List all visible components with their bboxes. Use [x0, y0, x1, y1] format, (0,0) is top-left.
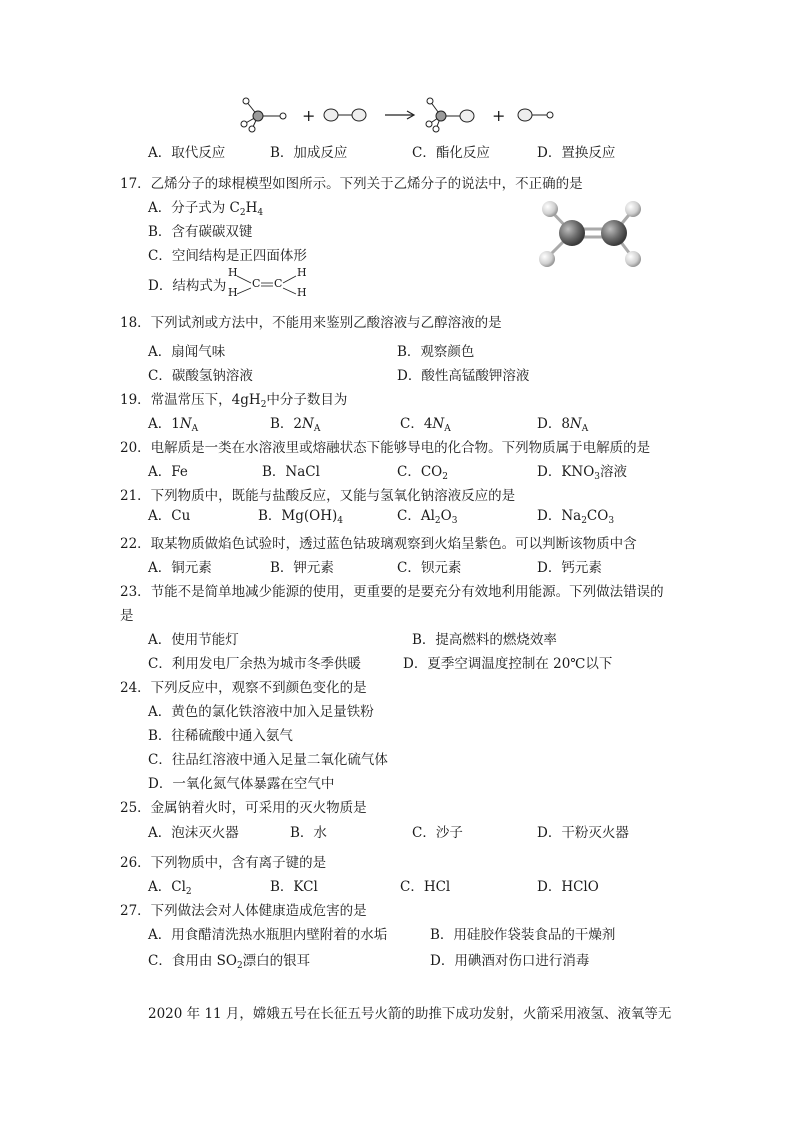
- q18-stem: 18．下列试剂或方法中，不能用来鉴别乙酸溶液与乙醇溶液的是: [120, 315, 502, 331]
- q19-option-b: B．$2N_A$: [270, 416, 321, 434]
- q24-option-b: B．往稀硫酸中通入氨气: [148, 728, 293, 744]
- q22-option-c: C．钡元素: [397, 560, 462, 576]
- q19-option-d: D．$8N_A$: [537, 416, 589, 434]
- q17-option-b: B．含有碳碳双键: [148, 224, 253, 240]
- q23-option-d: D．夏季空调温度控制在 20℃以下: [403, 656, 613, 672]
- q21-option-d: D．$Na_2CO_3$: [537, 508, 615, 526]
- q16-option-c: C．酯化反应: [412, 145, 490, 161]
- q16-option-a: A．取代反应: [148, 145, 226, 161]
- q26-option-c: C．HCl: [400, 879, 451, 895]
- q16-option-b: B．加成反应: [270, 145, 348, 161]
- q22-option-b: B．钾元素: [270, 560, 334, 576]
- q27-option-d: D．用碘酒对伤口进行消毒: [430, 953, 590, 969]
- q18-option-a: A．扇闻气味: [148, 344, 226, 360]
- q26-option-b: B．KCl: [270, 879, 318, 895]
- q22-stem: 22．取某物质做焰色试验时，透过蓝色钴玻璃观察到火焰呈紫色。可以判断该物质中含: [120, 536, 637, 552]
- molecule-4: [518, 109, 553, 121]
- q19-stem: 19．常温常压下，$4gH_2$中分子数目为: [120, 392, 348, 410]
- q25-option-d: D．干粉灭火器: [537, 825, 629, 841]
- q23-option-c: C．利用发电厂余热为城市冬季供暖: [148, 656, 361, 672]
- molecule-2: [324, 109, 366, 121]
- q21-option-b: B．$Mg(OH)_4$: [258, 508, 343, 526]
- q17-option-c: C．空间结构是正四面体形: [148, 248, 307, 264]
- q23-option-b: B．提高燃料的燃烧效率: [412, 632, 557, 648]
- q17-stem: 17．乙烯分子的球棍模型如图所示。下列关于乙烯分子的说法中，不正确的是: [120, 176, 583, 192]
- q22-option-d: D．钙元素: [537, 560, 602, 576]
- q20-stem: 20．电解质是一类在水溶液里或熔融状态下能够导电的化合物。下列物质属于电解质的是: [120, 440, 651, 456]
- q18-option-c: C．碳酸氢钠溶液: [148, 368, 253, 384]
- q25-option-c: C．沙子: [412, 825, 463, 841]
- plus-sign-1: +: [302, 106, 316, 125]
- q24-option-c: C．往品红溶液中通入足量二氧化硫气体: [148, 752, 388, 768]
- q18-option-b: B．观察颜色: [397, 344, 475, 360]
- q24-option-d: D．一氧化氮气体暴露在空气中: [148, 776, 335, 792]
- q20-option-a: A．Fe: [148, 464, 188, 480]
- q16-option-d: D．置换反应: [537, 145, 616, 161]
- q20-option-d: D．$KNO_3$溶液: [537, 464, 628, 482]
- q23-option-a: A．使用节能灯: [148, 632, 239, 648]
- q26-option-a: A．$Cl_2$: [148, 879, 192, 897]
- reaction-scheme: [0, 0, 794, 140]
- reaction-arrow: [385, 111, 414, 119]
- q25-stem: 25．金属钠着火时，可采用的灭火物质是: [120, 800, 367, 816]
- q17-option-a: A．分子式为 $C_2H_4$: [148, 200, 264, 218]
- ethylene-ball-stick-model: [530, 195, 670, 275]
- passage-text: 2020 年 11 月，嫦娥五号在长征五号火箭的助推下成功发射，火箭采用液氢、液氧等无: [148, 1006, 672, 1022]
- plus-sign-2: +: [492, 106, 506, 125]
- q21-option-a: A．Cu: [148, 508, 191, 524]
- q24-stem: 24．下列反应中，观察不到颜色变化的是: [120, 680, 367, 696]
- q27-option-b: B．用硅胶作袋装食品的干燥剂: [430, 927, 616, 943]
- q25-option-a: A．泡沫灭火器: [148, 825, 239, 841]
- q25-option-b: B．水: [290, 825, 327, 841]
- q18-option-d: D．酸性高锰酸钾溶液: [397, 368, 530, 384]
- molecule-1: [241, 98, 286, 132]
- q20-option-c: C．$CO_2$: [397, 464, 448, 482]
- q27-stem: 27．下列做法会对人体健康造成危害的是: [120, 903, 367, 919]
- ethylene-structural-formula: H H C C H H: [228, 266, 307, 299]
- q21-stem: 21．下列物质中，既能与盐酸反应，又能与氢氧化钠溶液反应的是: [120, 488, 516, 504]
- q26-option-d: D．HClO: [537, 879, 599, 895]
- q17-option-d: D．结构式为: [148, 278, 227, 294]
- q27-option-c: C．食用由 $SO_2$漂白的银耳: [148, 953, 311, 971]
- q22-option-a: A．铜元素: [148, 560, 212, 576]
- q24-option-a: A．黄色的氯化铁溶液中加入足量铁粉: [148, 704, 374, 720]
- q21-option-c: C．$Al_2O_3$: [397, 508, 458, 526]
- molecule-3: [426, 98, 474, 132]
- q20-option-b: B．NaCl: [262, 464, 320, 480]
- q26-stem: 26．下列物质中，含有离子键的是: [120, 855, 327, 871]
- q23-stem-line2: 是: [120, 608, 134, 624]
- q27-option-a: A．用食醋清洗热水瓶胆内壁附着的水垢: [148, 927, 388, 943]
- q23-stem-line1: 23．节能不是简单地减少能源的使用，更重要的是要充分有效地利用能源。下列做法错误的: [120, 584, 664, 600]
- q19-option-a: A．$1N_A$: [148, 416, 199, 434]
- q19-option-c: C．$4N_A$: [400, 416, 451, 434]
